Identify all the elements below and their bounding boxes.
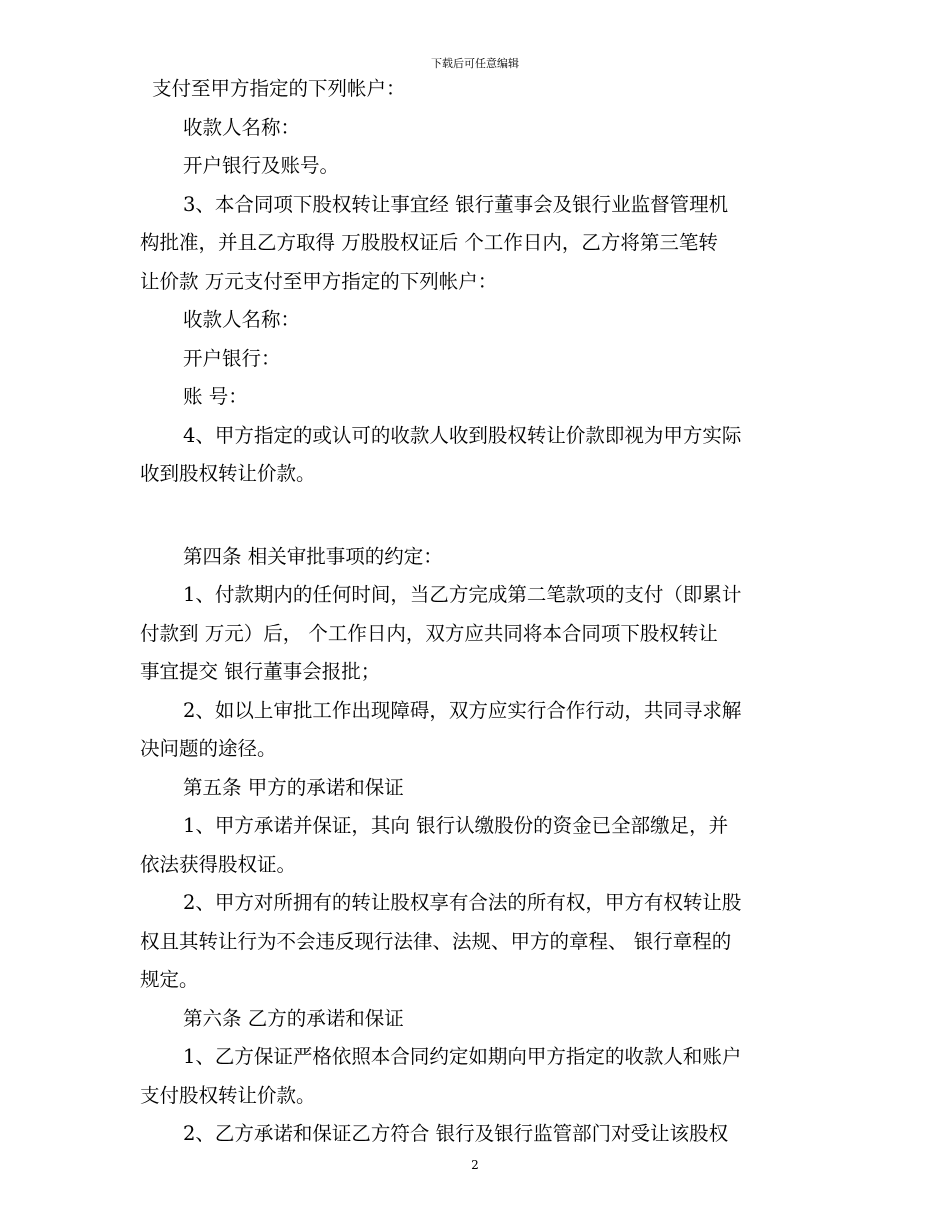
text-line: 付款到 万元）后， 个工作日内，双方应共同将本合同项下股权转让	[140, 621, 718, 645]
text-line: 2、如以上审批工作出现障碍，双方应实行合作行动，共同寻求解	[183, 698, 742, 722]
text-line: 2、甲方对所拥有的转让股权享有合法的所有权，甲方有权转让股	[183, 891, 742, 914]
text-line: 让价款 万元支付至甲方指定的下列帐户：	[140, 269, 498, 293]
text-line: 开户银行：	[183, 346, 281, 370]
text-line: 收到股权转让价款。	[140, 462, 316, 485]
section-heading-4: 第四条 相关审批事项的约定：	[183, 544, 443, 568]
paragraph-gap	[140, 494, 812, 538]
text-line: 收款人名称：	[183, 115, 301, 139]
text-line: 支付至甲方指定的下列帐户：	[152, 77, 406, 100]
text-line: 事宜提交 银行董事会报批；	[140, 660, 381, 683]
text-line: 账 号：	[183, 385, 248, 408]
text-line: 决问题的途径。	[140, 737, 277, 760]
page-number: 2	[471, 1158, 479, 1172]
text-line: 支付股权转让价款。	[140, 1083, 316, 1107]
text-line: 构批准，并且乙方取得 万股股权证后 个工作日内，乙方将第三笔转	[140, 231, 718, 254]
text-line: 1、乙方保证严格依照本合同约定如期向甲方指定的收款人和账户	[183, 1045, 742, 1068]
text-line: 1、甲方承诺并保证，其向 银行认缴股份的资金已全部缴足，并	[183, 814, 729, 837]
section-heading-5: 第五条 甲方的承诺和保证	[183, 775, 404, 799]
text-line: 4、甲方指定的或认可的收款人收到股权转让价款即视为甲方实际	[183, 423, 742, 447]
page-header-note: 下载后可任意编辑	[431, 57, 519, 70]
section-heading-6: 第六条 乙方的承诺和保证	[183, 1006, 404, 1030]
text-line: 3、本合同项下股权转让事宜经 银行董事会及银行业监督管理机	[183, 192, 729, 216]
text-line: 2、乙方承诺和保证乙方符合 银行及银行监管部门对受让该股权	[183, 1122, 729, 1145]
text-line: 规定。	[140, 968, 199, 991]
document-body	[140, 70, 812, 1154]
text-line: 收款人名称：	[183, 308, 301, 331]
text-line: 1、付款期内的任何时间，当乙方完成第二笔款项的支付（即累计	[183, 583, 742, 606]
text-line: 开户银行及账号。	[183, 154, 340, 177]
text-line: 依法获得股权证。	[140, 852, 297, 876]
text-line: 权且其转让行为不会违反现行法律、法规、甲方的章程、 银行章程的	[140, 929, 732, 953]
